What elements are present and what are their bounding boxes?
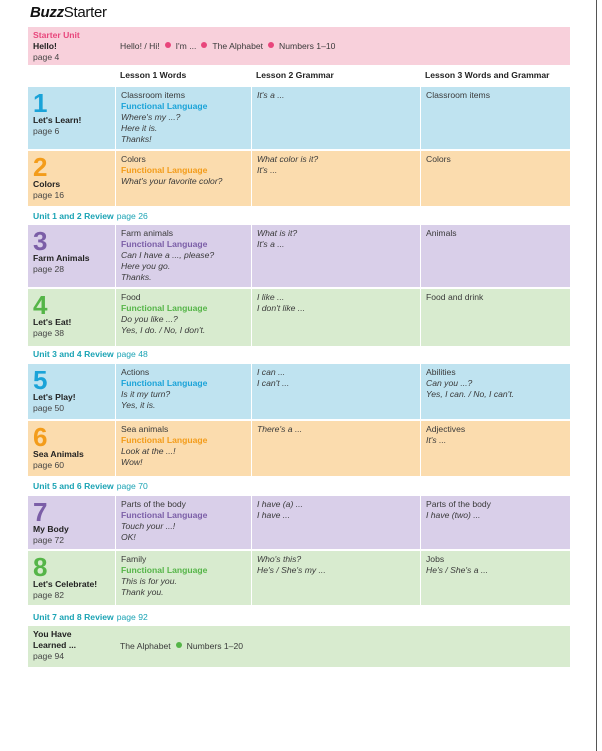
header-lesson-2: Lesson 2 Grammar [256, 70, 334, 80]
unit-name: Let's Learn! [33, 115, 82, 125]
functional-line: Here it is. [121, 123, 158, 133]
starter-unit-page: page 4 [33, 52, 60, 62]
functional-line: Yes, it is. [121, 400, 156, 410]
lesson3-cell [420, 87, 570, 149]
starter-item: The Alphabet [212, 41, 264, 51]
unit-cell [28, 87, 115, 149]
functional-line: Do you like ...? [121, 314, 178, 324]
unit-row [28, 151, 570, 206]
lesson1-words: Sea animals [121, 424, 169, 434]
grammar-line: It's a ... [257, 239, 285, 249]
lesson1-cell [115, 551, 251, 605]
grammar-line: There's a ... [257, 424, 303, 434]
lesson3-words: Classroom items [426, 90, 490, 100]
starter-item: Numbers 1–10 [279, 41, 336, 51]
unit-cell [28, 551, 115, 605]
unit-cell [28, 151, 115, 206]
unit-number: 8 [33, 552, 48, 582]
unit-name: My Body [33, 524, 69, 534]
grammar-line: I like ... [257, 292, 285, 302]
functional-language-label: Functional Language [121, 239, 208, 249]
unit-cell [28, 364, 115, 419]
lesson3-words: Food and drink [426, 292, 484, 302]
grammar-line: He's / She's my ... [257, 565, 326, 575]
starter-unit-cell [28, 27, 115, 65]
final-page: page 94 [33, 651, 65, 661]
unit-row [28, 87, 570, 149]
lesson3-italic-line: Can you ...? [426, 378, 473, 388]
unit-number: 4 [33, 290, 48, 320]
lesson3-words: Parts of the body [426, 499, 491, 509]
review-page: page 48 [116, 349, 148, 359]
starter-item: Hello! / Hi! [120, 41, 160, 51]
functional-line: Here you go. [121, 261, 171, 271]
lesson3-cell [420, 496, 570, 549]
lesson2-cell [251, 151, 420, 206]
unit-row [28, 551, 570, 605]
functional-line: Is it my turn? [121, 389, 171, 399]
grammar-line: It's ... [257, 165, 278, 175]
lesson3-words: Animals [426, 228, 457, 238]
unit-page: page 72 [33, 535, 65, 545]
unit-number: 5 [33, 365, 48, 395]
lesson3-cell [420, 364, 570, 419]
lesson3-italic-line: Yes, I can. / No, I can't. [426, 389, 515, 399]
lesson1-cell [115, 496, 251, 549]
lesson2-cell [251, 496, 420, 549]
unit-name: Colors [33, 179, 61, 189]
lesson1-cell [115, 151, 251, 206]
lesson1-cell [115, 421, 251, 476]
lesson3-cell [420, 225, 570, 287]
unit-number: 1 [33, 88, 48, 118]
lesson2-cell [251, 225, 420, 287]
unit-cell [28, 225, 115, 287]
functional-line: Touch your ...! [121, 521, 176, 531]
unit-number: 6 [33, 422, 48, 452]
lesson1-cell [115, 225, 251, 287]
unit-row [28, 496, 570, 549]
lesson1-cell [115, 87, 251, 149]
lesson2-cell [251, 289, 420, 346]
review-line [33, 612, 148, 622]
unit-row [28, 364, 570, 419]
brand-normal: Starter [63, 4, 107, 21]
functional-language-label: Functional Language [121, 510, 208, 520]
lesson1-words: Actions [121, 367, 150, 377]
final-cell [28, 626, 115, 667]
grammar-line: It's a ... [257, 90, 285, 100]
lesson1-words: Classroom items [121, 90, 185, 100]
brand-bold: Buzz [30, 4, 64, 21]
functional-line: Wow! [121, 457, 143, 467]
bullet-dot-icon [165, 42, 171, 48]
final-row [28, 626, 570, 667]
unit-row [28, 289, 570, 346]
lesson1-words: Colors [121, 154, 146, 164]
bullet-dot-icon [176, 642, 182, 648]
functional-language-label: Functional Language [121, 165, 208, 175]
lesson2-cell [251, 87, 420, 149]
lesson3-words: Adjectives [426, 424, 466, 434]
review-page: page 70 [116, 481, 148, 491]
lesson1-words: Parts of the body [121, 499, 186, 509]
grammar-line: What is it? [257, 228, 298, 238]
unit-page: page 16 [33, 190, 65, 200]
starter-item: I'm ... [175, 41, 197, 51]
page-edge-rule [596, 0, 597, 751]
lesson3-cell [420, 421, 570, 476]
grammar-line: Who's this? [257, 554, 302, 564]
functional-line: Can I have a ..., please? [121, 250, 215, 260]
functional-language-label: Functional Language [121, 435, 208, 445]
unit-cell [28, 289, 115, 346]
lesson3-cell [420, 289, 570, 346]
unit-row [28, 225, 570, 287]
starter-unit-label: Starter Unit [33, 30, 80, 40]
lesson3-cell [420, 151, 570, 206]
functional-language-label: Functional Language [121, 378, 208, 388]
functional-language-label: Functional Language [121, 565, 208, 575]
lesson1-cell [115, 364, 251, 419]
grammar-line: I can ... [257, 367, 286, 377]
bullet-dot-icon [268, 42, 274, 48]
header-lesson-1: Lesson 1 Words [120, 70, 187, 80]
lesson2-cell [251, 551, 420, 605]
header-lesson-3: Lesson 3 Words and Grammar [425, 70, 550, 80]
starter-unit-row [28, 27, 570, 65]
lesson3-italic-line: He's / She's a ... [426, 565, 489, 575]
grammar-line: I have ... [257, 510, 290, 520]
unit-page: page 60 [33, 460, 65, 470]
lesson3-words: Jobs [426, 554, 445, 564]
final-name: You Have [33, 629, 72, 639]
review-line [33, 211, 148, 221]
review-label: Unit 7 and 8 Review [33, 612, 114, 622]
unit-page: page 38 [33, 328, 65, 338]
starter-unit-name: Hello! [33, 41, 57, 51]
unit-row [28, 421, 570, 476]
unit-cell [28, 421, 115, 476]
functional-line: Thank you. [121, 587, 164, 597]
final-item: Numbers 1–20 [186, 641, 244, 651]
lesson1-words: Food [121, 292, 141, 302]
lesson3-words: Colors [426, 154, 451, 164]
functional-line: OK! [121, 532, 136, 542]
review-label: Unit 1 and 2 Review [33, 211, 114, 221]
unit-name: Let's Celebrate! [33, 579, 98, 589]
lesson3-cell [420, 551, 570, 605]
functional-line: What's your favorite color? [121, 176, 223, 186]
bullet-dot-icon [201, 42, 207, 48]
unit-cell [28, 496, 115, 549]
functional-line: Yes, I do. / No, I don't. [121, 325, 206, 335]
unit-name: Sea Animals [33, 449, 84, 459]
starter-unit-items [115, 27, 570, 65]
unit-name: Let's Play! [33, 392, 76, 402]
lesson2-cell [251, 421, 420, 476]
functional-line: Where's my ...? [121, 112, 181, 122]
brand-title [30, 4, 107, 21]
grammar-line: What color is it? [257, 154, 319, 164]
unit-name: Farm Animals [33, 253, 90, 263]
review-line [33, 349, 148, 359]
functional-language-label: Functional Language [121, 303, 208, 313]
functional-line: Thanks! [121, 134, 152, 144]
functional-line: This is for you. [121, 576, 177, 586]
review-label: Unit 5 and 6 Review [33, 481, 114, 491]
unit-number: 3 [33, 226, 48, 256]
lesson1-words: Family [121, 554, 147, 564]
unit-page: page 82 [33, 590, 65, 600]
final-items [115, 626, 570, 667]
review-label: Unit 3 and 4 Review [33, 349, 114, 359]
final-name: Learned ... [33, 640, 76, 650]
unit-page: page 50 [33, 403, 65, 413]
lesson3-italic-line: I have (two) ... [426, 510, 481, 520]
unit-number: 2 [33, 152, 48, 182]
unit-number: 7 [33, 497, 48, 527]
review-page: page 92 [116, 612, 148, 622]
grammar-line: I don't like ... [257, 303, 305, 313]
functional-language-label: Functional Language [121, 101, 208, 111]
lesson3-words: Abilities [426, 367, 456, 377]
lesson1-cell [115, 289, 251, 346]
review-page: page 26 [116, 211, 148, 221]
lesson3-italic-line: It's ... [426, 435, 447, 445]
grammar-line: I have (a) ... [257, 499, 303, 509]
functional-line: Thanks. [121, 272, 152, 282]
unit-page: page 28 [33, 264, 65, 274]
unit-name: Let's Eat! [33, 317, 72, 327]
unit-page: page 6 [33, 126, 60, 136]
lesson2-cell [251, 364, 420, 419]
grammar-line: I can't ... [257, 378, 290, 388]
functional-line: Look at the ...! [121, 446, 176, 456]
lesson1-words: Farm animals [121, 228, 174, 238]
final-item: The Alphabet [120, 641, 171, 651]
review-line [33, 481, 148, 491]
